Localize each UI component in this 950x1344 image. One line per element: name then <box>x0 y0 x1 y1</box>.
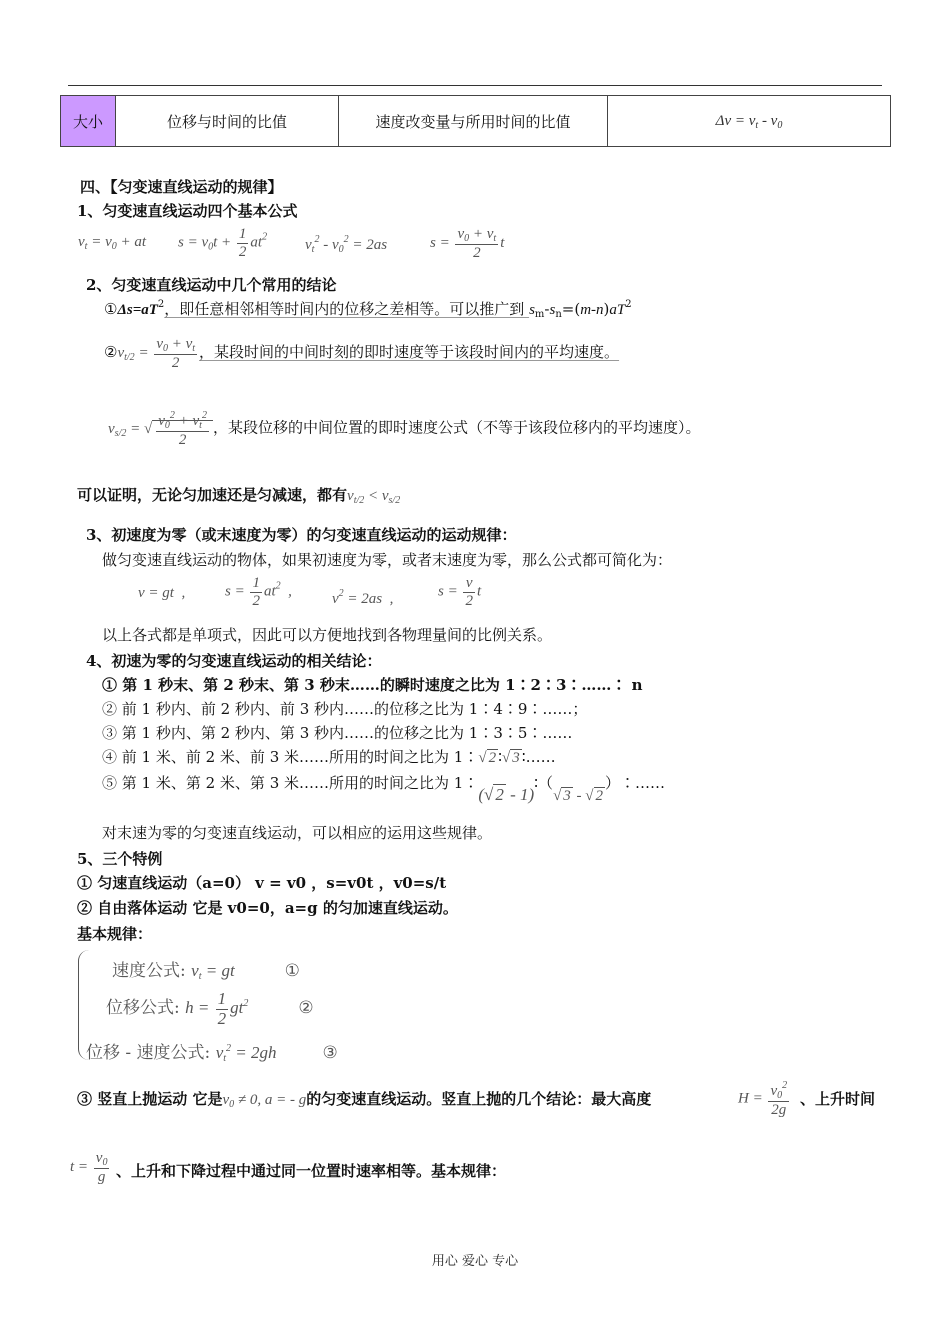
rule-1: ① 第 1 秒末、第 2 秒末、第 3 秒末……的瞬时速度之比为 1∶2∶3∶……∶ n <box>102 676 643 694</box>
para-3: 做匀变速直线运动的物体，如果初速度为零，或者末速度为零，那么公式都可简化为： <box>102 551 673 569</box>
max-height-formula: H = $\frac{v_0^2}{2g}$ <box>738 1080 788 1118</box>
simple-formula-1: v = gt , <box>138 585 186 601</box>
simple-formula-3: $v^2 = 2as$ , <box>332 588 394 607</box>
rule-4-text: ④ 前 1 米、前 2 米、前 3 米……所用的时间之比为 1∶ <box>102 748 479 766</box>
proof-line: 可以证明，无论匀加速还是匀减速，都有$v_{t/2} < v_{s/2}$ <box>77 486 401 506</box>
conclusion-3-text: ，某段位移的中间位置的即时速度公式（不等于该段位移内的平均速度）。 <box>212 418 701 437</box>
table-cell: 速度改变量与所用时间的比值 <box>339 96 608 147</box>
para-4: 对末速为零的匀变速直线运动，可以相应的运用这些规律。 <box>102 824 493 842</box>
rise-time-formula: t = $\frac{v_0}{g}$ <box>70 1150 108 1185</box>
conclusion-1-marker: ① <box>104 300 118 318</box>
formula-1: $v_t = v_0$ + at <box>78 234 147 252</box>
section-title: 四、【匀变速直线运动的规律】 <box>80 178 283 196</box>
formula-3: $v_t^2 - v_0^2 = 2as$ <box>305 234 388 255</box>
system-eq-3-label: 位移 - 速度公式: <box>86 1043 211 1063</box>
header-rule <box>68 85 882 86</box>
page-footer: 用心 爱心 专心 <box>431 1254 519 1269</box>
conclusion-1: $①\Delta s=aT^2$，即任意相邻相等时间内的位移之差相等。可以推广到 $s_m-s_n=(m-n)aT^2$ <box>104 299 632 320</box>
special-case-3-a: ③ 竖直上抛运动 它是 <box>77 1090 223 1108</box>
formula-4: s = $\frac{v_0 + v_t}{2}$ t <box>430 226 505 261</box>
comparison-table <box>60 95 891 147</box>
heading-2: 2、匀变速直线运动中几个常用的结论 <box>86 276 337 294</box>
special-case-3-c: 、上升时间 <box>800 1090 876 1108</box>
simple-formula-2: s = $\frac{1}{2}$ $at^2$ , <box>225 575 292 609</box>
rule-2: ② 前 1 秒内、前 2 秒内、前 3 秒内……的位移之比为 1∶4∶9∶……； <box>102 700 588 718</box>
simple-formula-4: s = $\frac{v}{2}$ t <box>438 575 482 609</box>
system-eq-1-label: 速度公式: <box>112 961 186 981</box>
conclusion-3: $v_{s/2}$ = √ $\frac{v_0^2 + v_t^2}{2}$ ，某段位移的中间位置的即时速度公式（不等于该段位移内的平均速度）。 <box>108 410 701 448</box>
heading-5: 5、三个特例 <box>77 850 163 868</box>
basic-rules-label: 基本规律： <box>77 925 153 943</box>
para-3b: 以上各式都是单项式，因此可以方便地找到各物理量间的比例关系。 <box>102 626 553 644</box>
table-cell: 位移与时间的比值 <box>116 96 339 147</box>
table-cell: $\Delta v = v_t - v_0$ <box>608 96 891 147</box>
system-eq-2-label: 位移公式: <box>106 998 180 1019</box>
special-case-3: ③ 竖直上抛运动 它是$v_0 \ne 0$, a = - g的匀变速直线运动。竖直上抛的几个结论：最大高度 <box>77 1090 652 1110</box>
heading-1: 1、匀变速直线运动四个基本公式 <box>77 202 298 220</box>
proof-text: 可以证明，无论匀加速还是匀减速，都有 <box>77 486 348 504</box>
conclusion-2-marker: ② <box>104 343 118 362</box>
table-cell: 大小 <box>61 96 116 147</box>
special-case-3-b: 的匀变速直线运动。竖直上抛的几个结论：最大高度 <box>306 1090 652 1108</box>
rule-4: ④ 前 1 米、前 2 米、前 3 米……所用的时间之比为 1∶√ 2 ∶√ 3 ∶…… <box>102 748 556 766</box>
special-case-1: ① 匀速直线运动（a=0） v = v0 ，s=v0t ，v0=s/t <box>77 874 447 892</box>
system-eq-1: 速度公式: $v_t$ = gt ① <box>112 961 300 982</box>
table-row <box>61 96 891 147</box>
system-eq-3: 位移 - 速度公式: $v_t^2 = 2gh$ ③ <box>86 1043 338 1064</box>
special-case-2: ② 自由落体运动 它是 v0=0，a=g 的匀加速直线运动。 <box>77 899 458 917</box>
formula-2: $s = v_0t$ + $\frac{1}{2}$ $at^2$ <box>178 226 268 260</box>
conclusion-2: $②v_{t/2}$ = $\frac{v_0 + v_t}{2}$ ，某段时间的中间时刻的即时速度等于该段时间内的平均速度。 <box>104 336 620 371</box>
system-eq-2: 位移公式: h = $\frac{1}{2}$ $gt^2$ ② <box>106 989 314 1028</box>
rule-3: ③ 第 1 秒内、第 2 秒内、第 3 秒内……的位移之比为 1∶3∶5∶…… <box>102 724 573 742</box>
heading-3: 3、初速度为零（或末速度为零）的匀变速直线运动的运动规律： <box>86 526 517 544</box>
conclusion-1-text: ，即任意相邻相等时间内的位移之差相等。可以推广到 <box>164 300 530 318</box>
special-case-3-d: 、上升和下降过程中通过同一位置时速率相等。基本规律： <box>116 1162 507 1180</box>
conclusion-2-text: ，某段时间的中间时刻的即时速度等于该段时间内的平均速度。 <box>199 343 620 362</box>
heading-4: 4、初速为零的匀变速直线运动的相关结论： <box>86 652 382 670</box>
rule-5-text: ⑤ 第 1 米、第 2 米、第 3 米……所用的时间之比为 1∶ <box>102 774 479 792</box>
rule-5: ⑤ 第 1 米、第 2 米、第 3 米……所用的时间之比为 1∶(√ 2 - 1)∶（√ 3 - √ 2）∶…… <box>102 774 666 804</box>
